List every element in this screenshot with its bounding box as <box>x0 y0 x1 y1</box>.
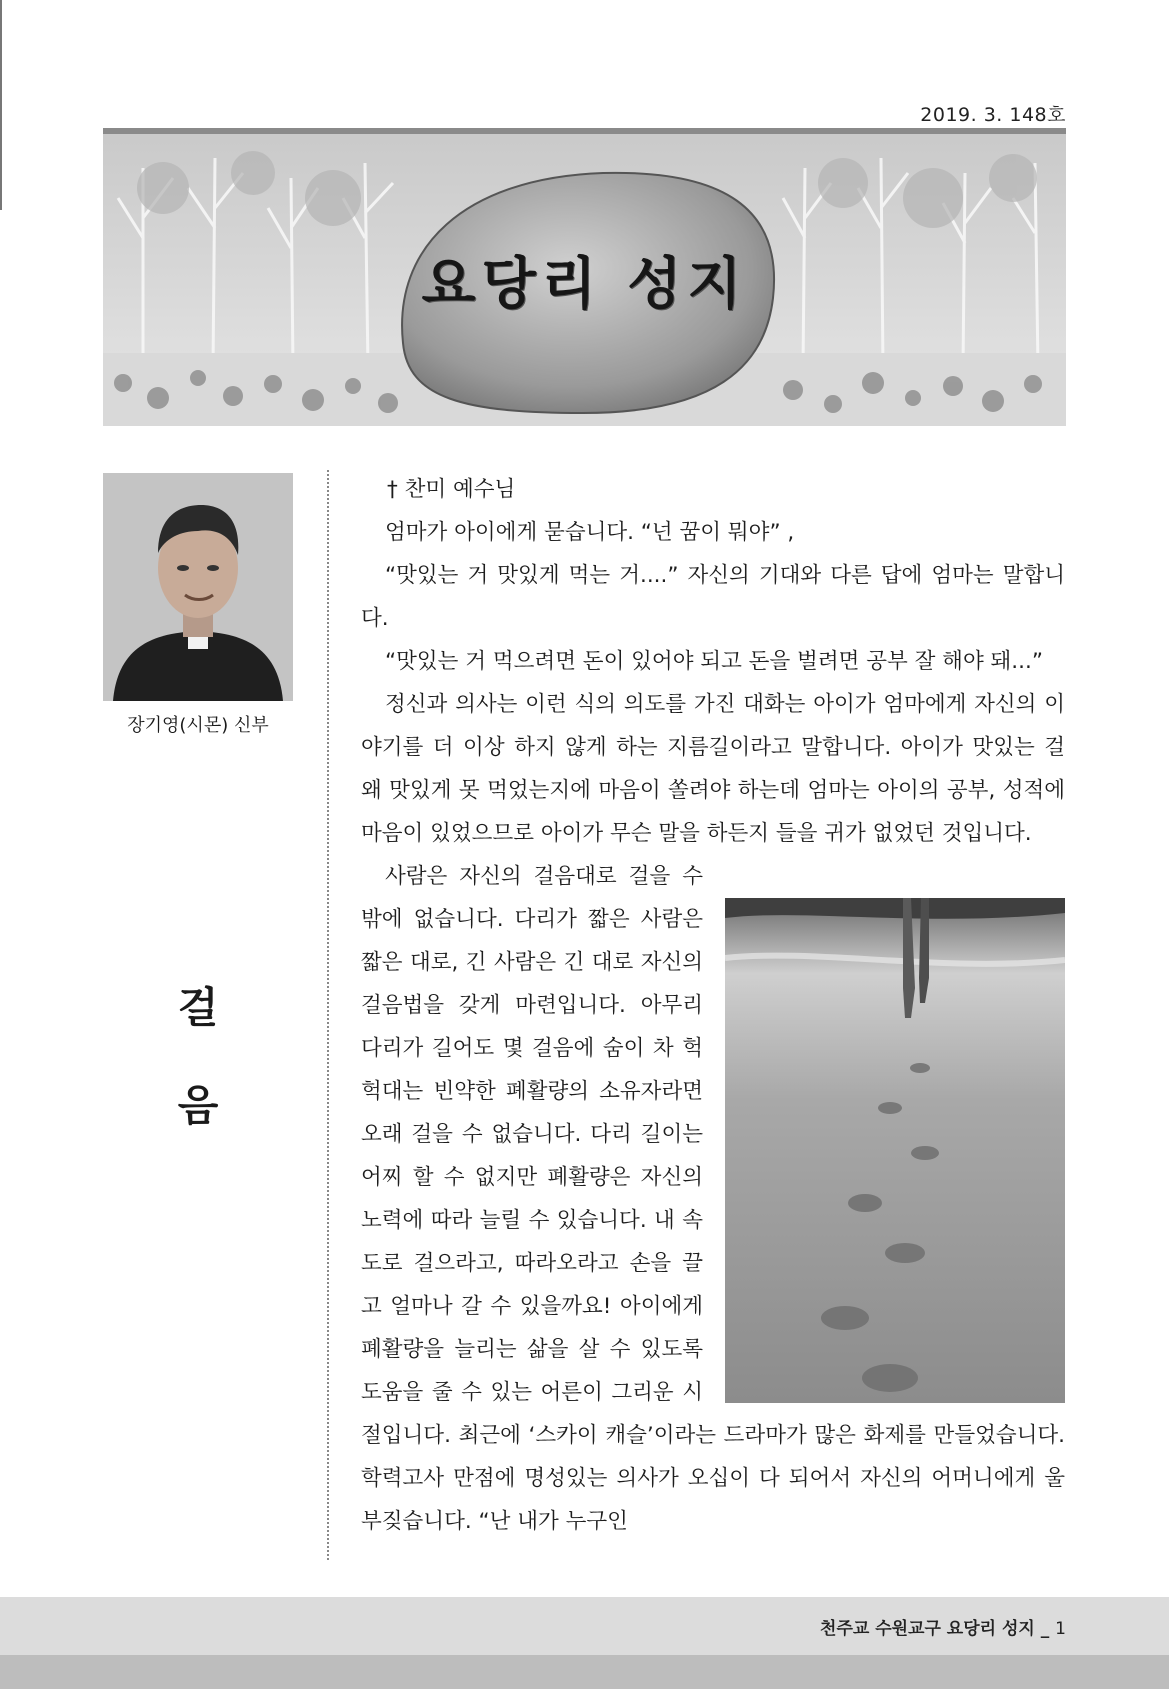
article-body <box>361 468 1065 1543</box>
publisher-name: 천주교 수원교구 요당리 성지 _ <box>820 1619 1056 1639</box>
paragraph: 정신과 의사는 이런 식의 의도를 가진 대화는 아이가 엄마에게 자신의 이야기를 더 이상 하지 않게 하는 지름길이라고 말합니다. 아이가 맛있는 걸 왜 맛있게 못 먹었는지에 마음이 쏠려야 하는데 엄마는 아이의 공부, 성적에 마음이 있었으므로 아이가 무슨 말을 하든지 들을 귀가 없었던 것입니다. <box>361 692 1065 846</box>
page-number: 1 <box>1055 1619 1066 1639</box>
footprints-photo <box>725 898 1065 1403</box>
column-divider <box>327 470 329 1560</box>
footer-bottom-band <box>0 1655 1169 1689</box>
left-edge-rule <box>0 0 2 210</box>
title-char: 음 <box>177 1081 219 1130</box>
footer-text <box>820 1614 1066 1639</box>
header-banner <box>103 128 1066 426</box>
article-title <box>150 975 246 1171</box>
author-caption: 장기영(시몬) 신부 <box>127 715 269 736</box>
footer-bar <box>0 1597 1169 1655</box>
author-portrait <box>103 473 293 701</box>
title-char: 걸 <box>177 983 219 1032</box>
salutation: † 찬미 예수님 <box>387 477 516 502</box>
banner-title: 요당리 성지 <box>421 251 748 317</box>
paragraph: 엄마가 아이에게 묻습니다. “넌 꿈이 뭐야” , <box>385 520 795 545</box>
paragraph: “맛있는 거 맛있게 먹는 거....” 자신의 기대와 다른 답에 엄마는 말합니다. <box>361 563 1065 631</box>
issue-number: 2019. 3. 148호 <box>920 104 1066 126</box>
paragraph: 사람은 자신의 걸음대로 걸을 수밖에 없습니다. 다리가 짧은 사람은 짧은 대로, 긴 사람은 긴 대로 자신의 걸음법을 갖게 마련입니다. 아무리 다리가 길어도 몇 걸음에 숨이 차 헉헉대는 빈약한 폐활량의 소유자라면 오래 걸을 수 없습니다. 다리 길이는 어찌 할 수 없지만 폐활량은 자신의 노력에 따라 늘릴 수 있습니다. 내 속도로 걸으라고, 따라오라고 손을 끌고 얼마나 갈 수 있을까요! 아이에게 폐활량을 늘리는 삶을 살 수 있도록 도움을 줄 수 있는 어른이 그리운 시절입니다. 최근에 ‘스카이 캐슬’이라는 드라마가 많은 화제를 만들었습니다. 학력고사 만점에 명성있는 의사가 오십이 다 되어서 자신의 어머니에게 울부짖습니다. “난 내가 누구인 <box>361 864 1065 1534</box>
paragraph: “맛있는 거 먹으려면 돈이 있어야 되고 돈을 벌려면 공부 잘 해야 돼...” <box>385 649 1043 674</box>
